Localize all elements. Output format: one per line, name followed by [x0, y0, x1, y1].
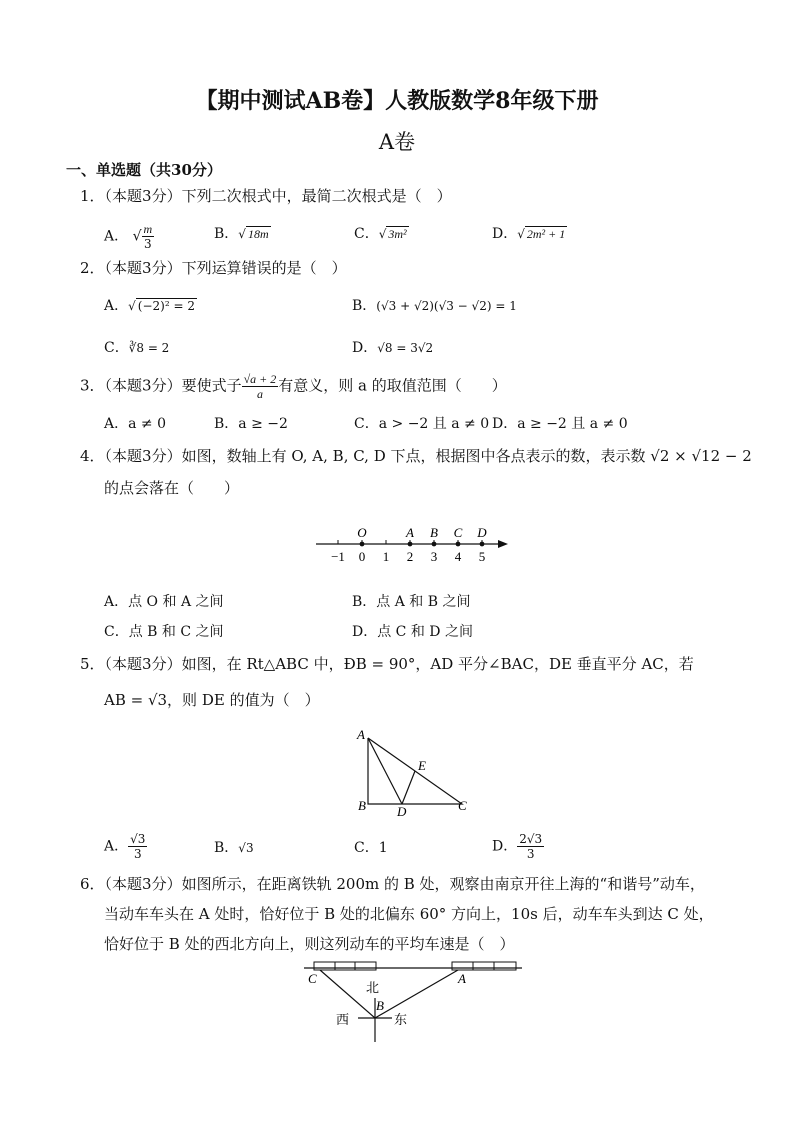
q2-b-expr: (√3 + √2)(√3 − √2) = 1: [376, 299, 517, 313]
q3-option-d: D．a ≥ −2 且 a ≠ 0: [492, 416, 628, 432]
label-a: A: [357, 727, 365, 742]
q5-option-a: [104, 832, 147, 861]
label-d: D: [397, 804, 407, 819]
number-line-label: 4: [454, 549, 462, 564]
q1-b-expr: 18m: [247, 227, 269, 241]
q5-b-expr: √3: [238, 841, 254, 855]
label-c: C: [458, 798, 467, 813]
q3-frac-num: √a + 2: [243, 372, 277, 386]
label-east: 东: [394, 1012, 408, 1027]
q2-option-a: A．√ (−2)² = 2: [104, 298, 195, 314]
q5-option-d: [492, 832, 544, 861]
label-b-point: B: [376, 998, 384, 1013]
q1-option-d: D．√ 2m² + 1: [492, 226, 566, 242]
q1-d-label: D．: [492, 226, 518, 242]
number-line-point-label: C: [453, 525, 463, 540]
q1-d-expr: 2m² + 1: [526, 227, 566, 241]
q3-stem-post: 有意义，则 a 的取值范围（ ）: [278, 376, 507, 395]
q5-option-b: [214, 838, 254, 858]
q3-frac-den: a: [256, 387, 263, 401]
q1-option-b: B．√ 18m: [214, 226, 269, 242]
q1-a-den: 3: [144, 237, 152, 251]
q5-a-num: √3: [130, 832, 146, 846]
q5-stem-line1: 5．（本题3分）如图，在 Rt△ABC 中，ÐB = 90°，AD 平分∠BAC，DE 垂直平分 AC，若: [80, 655, 694, 673]
label-west: 西: [336, 1012, 350, 1027]
railway-figure: [300, 958, 530, 1048]
train-at-a: [452, 962, 516, 970]
q5-b-label: B．: [214, 840, 239, 856]
q4-stem-line2: 的点会落在（ ）: [104, 479, 240, 497]
q4-option-a: A．点 O 和 A 之间: [104, 594, 224, 610]
q2-d-expr: √8 = 3√2: [377, 341, 434, 355]
section-heading: 一、单选题（共30分）: [66, 161, 222, 179]
number-line-point: [360, 542, 365, 547]
q5-d-den: 3: [526, 847, 535, 861]
number-line-label: 0: [358, 549, 366, 564]
number-line-figure: [310, 520, 510, 570]
number-line-point-label: D: [477, 525, 487, 540]
number-line-label: 3: [430, 549, 438, 564]
train-at-c: [314, 962, 376, 970]
q2-c-expr: ∛8 = 2: [128, 341, 170, 355]
q5-stem-line2: AB = √3，则 DE 的值为（ ）: [104, 691, 320, 709]
label-b: B: [358, 798, 366, 813]
q2-option-b: [352, 296, 517, 316]
page-title: 【期中测试AB卷】人教版数学8年级下册: [195, 88, 599, 114]
number-line-point-label: A: [406, 525, 414, 540]
q2-b-label: B．: [352, 298, 377, 314]
q3-option-a: A．a ≠ 0: [104, 416, 166, 432]
number-line-label: 5: [478, 549, 486, 564]
segment-de: [402, 771, 415, 804]
number-line-point: [456, 542, 461, 547]
number-line-arrow: [498, 540, 508, 548]
q1-stem: 1．（本题3分）下列二次根式中，最简二次根式是（ ）: [80, 187, 452, 205]
number-line-point-label: O: [357, 525, 367, 540]
q6-stem-line2: 当动车车头在 A 处时，恰好位于 B 处的北偏东 60° 方向上，10s 后，动车车头到达 C 处，: [104, 905, 714, 923]
q2-option-c: [104, 338, 169, 358]
q2-stem: 2．（本题3分）下列运算错误的是（ ）: [80, 259, 347, 277]
q3-stem: [80, 372, 507, 401]
label-a-point: A: [458, 971, 466, 986]
q3-stem-pre: 3．（本题3分）要使式子: [80, 376, 242, 395]
label-e: E: [418, 758, 426, 773]
q5-d-label: D．: [492, 838, 518, 855]
q3-option-b: B．a ≥ −2: [214, 416, 288, 432]
q1-option-a: A． √ $\frac{m}{3}$: [104, 222, 153, 251]
triangle-figure: [352, 728, 472, 818]
q5-option-c: C．1: [354, 840, 388, 856]
number-line-point: [480, 542, 485, 547]
number-line-label: 2: [406, 549, 414, 564]
label-north: 北: [366, 980, 380, 995]
q1-option-c: C．√ 3m²: [354, 226, 407, 242]
q5-a-den: 3: [133, 847, 142, 861]
number-line-point: [432, 542, 437, 547]
q2-c-label: C．: [104, 340, 129, 356]
q1-b-label: B．: [214, 226, 239, 242]
q4-option-b: B．点 A 和 B 之间: [352, 594, 471, 610]
line-ba: [375, 970, 458, 1018]
label-c-point: C: [308, 971, 317, 986]
q4-stem-line1: 4．（本题3分）如图，数轴上有 O, A, B, C, D 下点，根据图中各点表示的数，表示数 √2 × √12 − 2: [80, 447, 752, 465]
q1-c-expr: 3m²: [388, 227, 407, 241]
number-line-point: [408, 542, 413, 547]
q1-a-num: m: [143, 222, 153, 236]
number-line-label: −1: [331, 549, 345, 564]
q2-option-d: [352, 338, 433, 358]
q6-stem-line1: 6．（本题3分）如图所示，在距离铁轨 200m 的 B 处，观察由南京开往上海的“和谐号”动车，: [80, 875, 705, 893]
q6-stem-line3: 恰好位于 B 处的西北方向上，则这列动车的平均车速是（ ）: [104, 935, 515, 953]
number-line-label: 1: [382, 549, 390, 564]
q5-d-num: 2√3: [519, 832, 543, 846]
q5-a-label: A．: [104, 838, 129, 855]
q3-option-c: C．a > −2 且 a ≠ 0: [354, 416, 490, 432]
q4-option-c: C．点 B 和 C 之间: [104, 624, 224, 640]
q1-a-label: A．: [104, 228, 129, 245]
number-line-point-label: B: [430, 525, 438, 540]
q2-a-expr: (−2)² = 2: [137, 299, 195, 313]
page-subtitle: A卷: [378, 130, 416, 154]
q1-c-label: C．: [354, 226, 379, 242]
q4-option-d: D．点 C 和 D 之间: [352, 624, 473, 640]
q2-a-label: A．: [104, 298, 129, 314]
q2-d-label: D．: [352, 340, 378, 356]
segment-ad: [368, 738, 402, 804]
